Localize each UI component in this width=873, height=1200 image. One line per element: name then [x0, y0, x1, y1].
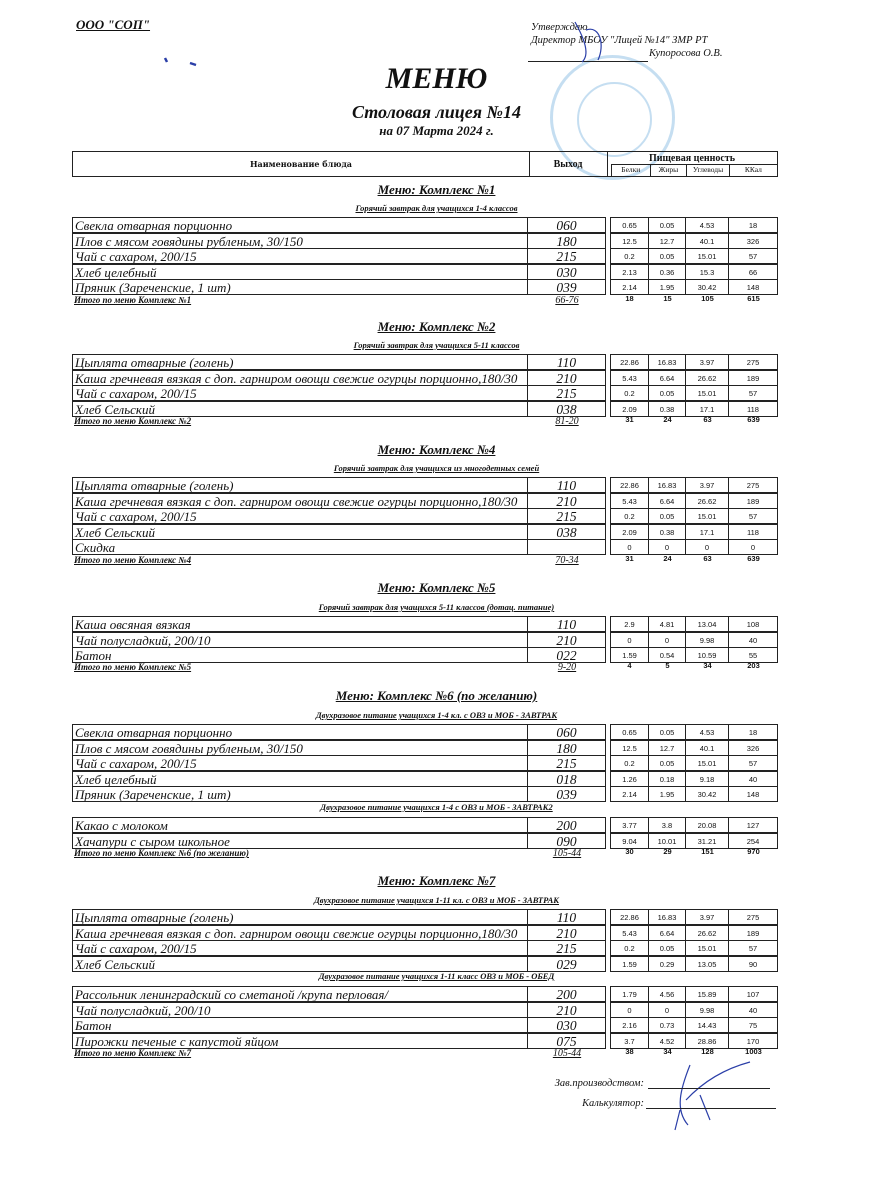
group-subtitle: Горячий завтрак для учащихся 5-11 классов (дотац. питание) — [318, 602, 555, 612]
table-row — [72, 264, 778, 280]
dish-proteins: 1.59 — [610, 956, 649, 972]
dish-proteins: 2.14 — [610, 279, 649, 295]
table-row — [72, 724, 778, 740]
header-nutrition-title: Пищевая ценность — [648, 153, 736, 164]
total-proteins: 4 — [627, 661, 632, 670]
dish-proteins: 12.5 — [610, 233, 649, 249]
dish-kcal: 148 — [729, 279, 778, 295]
dish-kcal: 18 — [729, 724, 778, 740]
dish-kcal: 0 — [729, 539, 778, 555]
dish-yield: 030 — [528, 1017, 606, 1033]
dish-carbs: 15.01 — [686, 248, 729, 264]
dish-proteins: 22.86 — [610, 354, 649, 370]
total-label: Итого по меню Комплекс №5 — [74, 662, 192, 672]
dish-proteins: 3.7 — [610, 1033, 649, 1049]
dish-carbs: 4.53 — [686, 724, 729, 740]
dish-fats: 3.8 — [649, 817, 686, 833]
dish-fats: 1.95 — [649, 786, 686, 802]
dish-carbs: 30.42 — [686, 279, 729, 295]
dish-name: Батон — [72, 647, 528, 663]
production-head-signature-line — [648, 1088, 770, 1089]
dish-carbs: 3.97 — [686, 477, 729, 493]
dish-proteins: 0.2 — [610, 940, 649, 956]
dish-proteins: 0.65 — [610, 724, 649, 740]
dish-yield: 215 — [528, 940, 606, 956]
dish-yield: 110 — [528, 477, 606, 493]
dish-yield: 215 — [528, 508, 606, 524]
dish-carbs: 17.1 — [686, 401, 729, 417]
dish-kcal: 118 — [729, 401, 778, 417]
dish-carbs: 4.53 — [686, 217, 729, 233]
dish-name: Свекла отварная порционно — [72, 724, 528, 740]
total-proteins: 31 — [625, 554, 634, 563]
dish-kcal: 57 — [729, 940, 778, 956]
approval-line1: Утверждаю — [531, 22, 588, 33]
total-label: Итого по меню Комплекс №1 — [74, 295, 192, 305]
dish-proteins: 2.13 — [610, 264, 649, 280]
dish-yield: 029 — [528, 956, 606, 972]
table-row — [72, 740, 778, 756]
dish-fats: 0.05 — [649, 248, 686, 264]
dish-kcal: 108 — [729, 616, 778, 632]
dish-fats: 16.83 — [649, 477, 686, 493]
dish-kcal: 90 — [729, 956, 778, 972]
dish-fats: 0.38 — [649, 524, 686, 540]
total-price: 81-20 — [555, 416, 579, 427]
total-fats: 5 — [665, 661, 670, 670]
dish-kcal: 40 — [729, 771, 778, 787]
header-proteins: Белки — [612, 165, 651, 176]
dish-fats: 0.05 — [649, 217, 686, 233]
group-subtitle: Двухразовое питание учащихся 1-11 кл. с ОВЗ и МОБ - ЗАВТРАК — [313, 895, 560, 905]
section-title: Меню: Комплекс №4 — [377, 442, 496, 457]
production-head-label: Зав.производством: — [554, 1078, 644, 1089]
dish-carbs: 3.97 — [686, 354, 729, 370]
approval-line2: Директор МБОУ "Лицей №14" ЗМР РТ — [531, 35, 708, 46]
dish-fats: 6.64 — [649, 493, 686, 509]
section-title: Меню: Комплекс №5 — [377, 580, 496, 595]
section-total-row — [72, 416, 778, 430]
dish-fats: 16.83 — [649, 354, 686, 370]
header-nutrition — [607, 152, 777, 176]
dish-proteins: 1.59 — [610, 647, 649, 663]
table-row — [72, 354, 778, 370]
dish-fats: 0.05 — [649, 755, 686, 771]
header-nutrition-columns — [611, 164, 777, 176]
dish-name: Хачапури с сыром школьное — [72, 833, 528, 849]
dish-fats: 12.7 — [649, 740, 686, 756]
total-price: 105-44 — [552, 848, 582, 859]
dish-carbs: 14.43 — [686, 1017, 729, 1033]
total-label: Итого по меню Комплекс №4 — [74, 555, 192, 565]
approval-line3: Купоросова О.В. — [649, 48, 723, 59]
dish-carbs: 9.98 — [686, 1002, 729, 1018]
dish-kcal: 326 — [729, 740, 778, 756]
dish-name: Каша гречневая вязкая с доп. гарниром овощи свежие огурцы порционно,180/30 — [72, 493, 528, 509]
dish-fats: 0.05 — [649, 508, 686, 524]
dish-kcal: 40 — [729, 1002, 778, 1018]
dish-kcal: 275 — [729, 354, 778, 370]
dish-yield: 090 — [528, 833, 606, 849]
total-fats: 24 — [663, 415, 672, 424]
total-kcal: 970 — [747, 847, 760, 856]
dish-kcal: 170 — [729, 1033, 778, 1049]
header-carbs: Углеводы — [687, 165, 729, 176]
dish-carbs: 26.62 — [686, 925, 729, 941]
total-kcal: 639 — [747, 554, 760, 563]
dish-kcal: 127 — [729, 817, 778, 833]
dish-name: Чай полусладкий, 200/10 — [72, 1002, 528, 1018]
dish-name: Хлеб целебный — [72, 771, 528, 787]
dish-proteins: 0.65 — [610, 217, 649, 233]
dish-carbs: 15.01 — [686, 385, 729, 401]
dish-proteins: 0.2 — [610, 385, 649, 401]
dish-proteins: 0 — [610, 539, 649, 555]
dish-proteins: 2.16 — [610, 1017, 649, 1033]
total-fats: 24 — [663, 554, 672, 563]
table-row — [72, 233, 778, 249]
dish-fats: 1.95 — [649, 279, 686, 295]
dish-fats: 0 — [649, 1002, 686, 1018]
dish-yield: 210 — [528, 1002, 606, 1018]
dish-kcal: 118 — [729, 524, 778, 540]
dish-yield: 200 — [528, 817, 606, 833]
dish-yield: 215 — [528, 385, 606, 401]
dish-name: Пряник (Зареченские, 1 шт) — [72, 279, 528, 295]
dish-fats: 0.05 — [649, 385, 686, 401]
dish-kcal: 107 — [729, 986, 778, 1002]
total-carbs: 34 — [703, 661, 712, 670]
dish-fats: 0.36 — [649, 264, 686, 280]
table-row — [72, 1002, 778, 1018]
group-subtitle: Двухразовое питание учащихся 1-11 класс ОВЗ и МОБ - ОБЕД — [318, 971, 555, 981]
dish-proteins: 1.79 — [610, 986, 649, 1002]
dish-carbs: 26.62 — [686, 493, 729, 509]
table-row — [72, 616, 778, 632]
dish-carbs: 20.08 — [686, 817, 729, 833]
dish-yield: 030 — [528, 264, 606, 280]
total-carbs: 105 — [701, 294, 714, 303]
dish-name: Чай полусладкий, 200/10 — [72, 632, 528, 648]
dish-name: Батон — [72, 1017, 528, 1033]
total-label: Итого по меню Комплекс №7 — [74, 1048, 192, 1058]
dish-name: Чай с сахаром, 200/15 — [72, 940, 528, 956]
dish-name: Каша овсяная вязкая — [72, 616, 528, 632]
approval-block — [531, 21, 722, 60]
table-row — [72, 755, 778, 771]
dish-name: Рассольник ленинградский со сметаной /крупа перловая/ — [72, 986, 528, 1002]
table-row — [72, 925, 778, 941]
table-row — [72, 508, 778, 524]
dish-fats: 0 — [649, 539, 686, 555]
dish-carbs: 30.42 — [686, 786, 729, 802]
dish-carbs: 28.86 — [686, 1033, 729, 1049]
dish-kcal: 57 — [729, 385, 778, 401]
dish-carbs: 26.62 — [686, 370, 729, 386]
total-kcal: 615 — [747, 294, 760, 303]
dish-yield: 180 — [528, 233, 606, 249]
dish-name: Хлеб Сельский — [72, 401, 528, 417]
dish-carbs: 9.18 — [686, 771, 729, 787]
dish-proteins: 5.43 — [610, 493, 649, 509]
dish-yield: 210 — [528, 493, 606, 509]
dish-name: Плов с мясом говядины рубленым, 30/150 — [72, 740, 528, 756]
total-fats: 34 — [663, 1047, 672, 1056]
table-row — [72, 524, 778, 540]
table-row — [72, 940, 778, 956]
dish-yield: 039 — [528, 279, 606, 295]
dish-kcal: 57 — [729, 755, 778, 771]
menu-date: на 07 Марта 2024 г. — [379, 123, 494, 138]
section-title: Меню: Комплекс №7 — [377, 873, 496, 888]
dish-name: Чай с сахаром, 200/15 — [72, 755, 528, 771]
section-total-row — [72, 848, 778, 862]
dish-carbs: 31.21 — [686, 833, 729, 849]
table-row — [72, 493, 778, 509]
total-label: Итого по меню Комплекс №6 (по желанию) — [74, 848, 249, 858]
dish-kcal: 57 — [729, 248, 778, 264]
dish-proteins: 2.9 — [610, 616, 649, 632]
dish-name: Цыплята отварные (голень) — [72, 354, 528, 370]
total-carbs: 63 — [703, 415, 712, 424]
dish-name: Чай с сахаром, 200/15 — [72, 508, 528, 524]
dish-fats: 4.52 — [649, 1033, 686, 1049]
page-title: МЕНЮ — [385, 62, 488, 95]
dish-fats: 0.38 — [649, 401, 686, 417]
header-dish-name: Наименование блюда — [73, 152, 530, 176]
dish-kcal: 189 — [729, 925, 778, 941]
dish-proteins: 2.14 — [610, 786, 649, 802]
dish-carbs: 3.97 — [686, 909, 729, 925]
dish-yield: 200 — [528, 986, 606, 1002]
section-total-row — [72, 662, 778, 676]
dish-proteins: 3.77 — [610, 817, 649, 833]
dish-fats: 0.73 — [649, 1017, 686, 1033]
dish-name: Свекла отварная порционно — [72, 217, 528, 233]
dish-fats: 12.7 — [649, 233, 686, 249]
dish-carbs: 13.05 — [686, 956, 729, 972]
dish-proteins: 22.86 — [610, 477, 649, 493]
dish-kcal: 40 — [729, 632, 778, 648]
dish-kcal: 75 — [729, 1017, 778, 1033]
total-proteins: 18 — [625, 294, 634, 303]
dish-carbs: 15.01 — [686, 755, 729, 771]
table-row — [72, 248, 778, 264]
dish-name: Чай с сахаром, 200/15 — [72, 385, 528, 401]
dish-kcal: 275 — [729, 477, 778, 493]
section-total-row — [72, 555, 778, 569]
table-row — [72, 632, 778, 648]
total-proteins: 38 — [625, 1047, 634, 1056]
dish-name: Хлеб Сельский — [72, 524, 528, 540]
dish-fats: 4.81 — [649, 616, 686, 632]
dish-proteins: 5.43 — [610, 370, 649, 386]
section-title: Меню: Комплекс №6 (по желанию) — [335, 688, 538, 703]
dish-yield: 210 — [528, 370, 606, 386]
table-row — [72, 817, 778, 833]
dish-yield: 210 — [528, 925, 606, 941]
dish-yield: 075 — [528, 1033, 606, 1049]
table-row — [72, 771, 778, 787]
dish-carbs: 15.01 — [686, 940, 729, 956]
total-price: 9-20 — [557, 662, 577, 673]
table-row — [72, 477, 778, 493]
total-kcal: 203 — [747, 661, 760, 670]
dish-fats: 10.01 — [649, 833, 686, 849]
dish-fats: 0.05 — [649, 724, 686, 740]
dish-carbs: 17.1 — [686, 524, 729, 540]
group-subtitle: Двухразовое питание учащихся 1-4 с ОВЗ и МОБ - ЗАВТРАК2 — [320, 802, 553, 812]
dish-yield: 215 — [528, 755, 606, 771]
dish-carbs: 13.04 — [686, 616, 729, 632]
page-subtitle: Столовая лицея №14 — [352, 102, 521, 122]
dish-fats: 0.18 — [649, 771, 686, 787]
table-row — [72, 539, 778, 555]
calculator-label: Калькулятор: — [582, 1098, 644, 1109]
dish-name: Чай с сахаром, 200/15 — [72, 248, 528, 264]
group-subtitle: Горячий завтрак для учащихся из многодетных семей — [333, 463, 540, 473]
dish-name: Скидка — [72, 539, 528, 555]
dish-proteins: 22.86 — [610, 909, 649, 925]
dish-kcal: 55 — [729, 647, 778, 663]
dish-fats: 6.64 — [649, 370, 686, 386]
dish-name: Пирожки печеные с капустой яйцом — [72, 1033, 528, 1049]
total-proteins: 31 — [625, 415, 634, 424]
dish-fats: 4.56 — [649, 986, 686, 1002]
dish-carbs: 9.98 — [686, 632, 729, 648]
dish-yield: 038 — [528, 524, 606, 540]
dish-carbs: 15.89 — [686, 986, 729, 1002]
table-row — [72, 909, 778, 925]
dish-kcal: 254 — [729, 833, 778, 849]
total-carbs: 128 — [701, 1047, 714, 1056]
dish-name: Плов с мясом говядины рубленым, 30/150 — [72, 233, 528, 249]
dish-name: Каша гречневая вязкая с доп. гарниром овощи свежие огурцы порционно,180/30 — [72, 925, 528, 941]
total-price: 105-44 — [552, 1048, 582, 1059]
dish-yield: 215 — [528, 248, 606, 264]
dish-proteins: 0 — [610, 1002, 649, 1018]
dish-carbs: 15.01 — [686, 508, 729, 524]
dish-carbs: 10.59 — [686, 647, 729, 663]
table-row — [72, 986, 778, 1002]
dish-yield: 180 — [528, 740, 606, 756]
dish-yield: 110 — [528, 616, 606, 632]
dish-fats: 0 — [649, 632, 686, 648]
dish-proteins: 0.2 — [610, 755, 649, 771]
dish-yield: 210 — [528, 632, 606, 648]
total-proteins: 30 — [625, 847, 634, 856]
dish-carbs: 0 — [686, 539, 729, 555]
group-subtitle: Горячий завтрак для учащихся 1-4 классов — [355, 203, 518, 213]
header-fats: Жиры — [651, 165, 688, 176]
dish-yield: 110 — [528, 354, 606, 370]
table-row — [72, 956, 778, 972]
total-carbs: 151 — [701, 847, 714, 856]
dish-fats: 16.83 — [649, 909, 686, 925]
section-total-row — [72, 295, 778, 309]
dish-yield: 022 — [528, 647, 606, 663]
header-yield: Выход — [529, 152, 608, 176]
section-total-row — [72, 1048, 778, 1062]
table-row — [72, 786, 778, 802]
group-subtitle: Двухразовое питание учащихся 1-4 кл. с ОВЗ и МОБ - ЗАВТРАК — [315, 710, 558, 720]
dish-name: Какао с молоком — [72, 817, 528, 833]
dish-fats: 0.05 — [649, 940, 686, 956]
dish-kcal: 189 — [729, 370, 778, 386]
dish-kcal: 189 — [729, 493, 778, 509]
dish-proteins: 0.2 — [610, 508, 649, 524]
table-row — [72, 279, 778, 295]
dish-kcal: 326 — [729, 233, 778, 249]
dish-carbs: 15.3 — [686, 264, 729, 280]
dish-carbs: 40.1 — [686, 233, 729, 249]
dish-name: Хлеб целебный — [72, 264, 528, 280]
total-fats: 15 — [663, 294, 672, 303]
dish-fats: 0.29 — [649, 956, 686, 972]
group-subtitle: Горячий завтрак для учащихся 5-11 классов — [353, 340, 520, 350]
dish-kcal: 275 — [729, 909, 778, 925]
section-title: Меню: Комплекс №1 — [377, 182, 496, 197]
dish-yield: 060 — [528, 724, 606, 740]
dish-kcal: 18 — [729, 217, 778, 233]
table-row — [72, 385, 778, 401]
header-kcal: ККал — [744, 165, 762, 174]
dish-carbs: 40.1 — [686, 740, 729, 756]
table-row — [72, 217, 778, 233]
dish-proteins: 1.26 — [610, 771, 649, 787]
dish-proteins: 0 — [610, 632, 649, 648]
dish-yield: 110 — [528, 909, 606, 925]
table-row — [72, 1017, 778, 1033]
table-row — [72, 370, 778, 386]
dish-name: Цыплята отварные (голень) — [72, 909, 528, 925]
dish-fats: 0.54 — [649, 647, 686, 663]
total-kcal: 639 — [747, 415, 760, 424]
total-price: 66-76 — [555, 295, 579, 306]
calculator-signature-line — [646, 1108, 776, 1109]
dish-yield: 018 — [528, 771, 606, 787]
dish-proteins: 0.2 — [610, 248, 649, 264]
total-kcal: 1003 — [745, 1047, 762, 1056]
dish-proteins: 2.09 — [610, 401, 649, 417]
dish-proteins: 9.04 — [610, 833, 649, 849]
section-title: Меню: Комплекс №2 — [377, 319, 496, 334]
dish-kcal: 148 — [729, 786, 778, 802]
dish-yield — [528, 539, 606, 555]
dish-proteins: 5.43 — [610, 925, 649, 941]
dish-name: Цыплята отварные (голень) — [72, 477, 528, 493]
dish-proteins: 12.5 — [610, 740, 649, 756]
dish-yield: 038 — [528, 401, 606, 417]
total-label: Итого по меню Комплекс №2 — [74, 416, 192, 426]
dish-kcal: 57 — [729, 508, 778, 524]
table-header — [72, 151, 778, 177]
dish-proteins: 2.09 — [610, 524, 649, 540]
total-carbs: 63 — [703, 554, 712, 563]
dish-yield: 060 — [528, 217, 606, 233]
dish-name: Хлеб Сельский — [72, 956, 528, 972]
dish-name: Каша гречневая вязкая с доп. гарниром овощи свежие огурцы порционно,180/30 — [72, 370, 528, 386]
dish-yield: 039 — [528, 786, 606, 802]
dish-fats: 6.64 — [649, 925, 686, 941]
total-fats: 29 — [663, 847, 672, 856]
total-price: 70-34 — [555, 555, 579, 566]
organization-name: ООО "СОП" — [76, 17, 151, 32]
dish-kcal: 66 — [729, 264, 778, 280]
dish-name: Пряник (Зареченские, 1 шт) — [72, 786, 528, 802]
